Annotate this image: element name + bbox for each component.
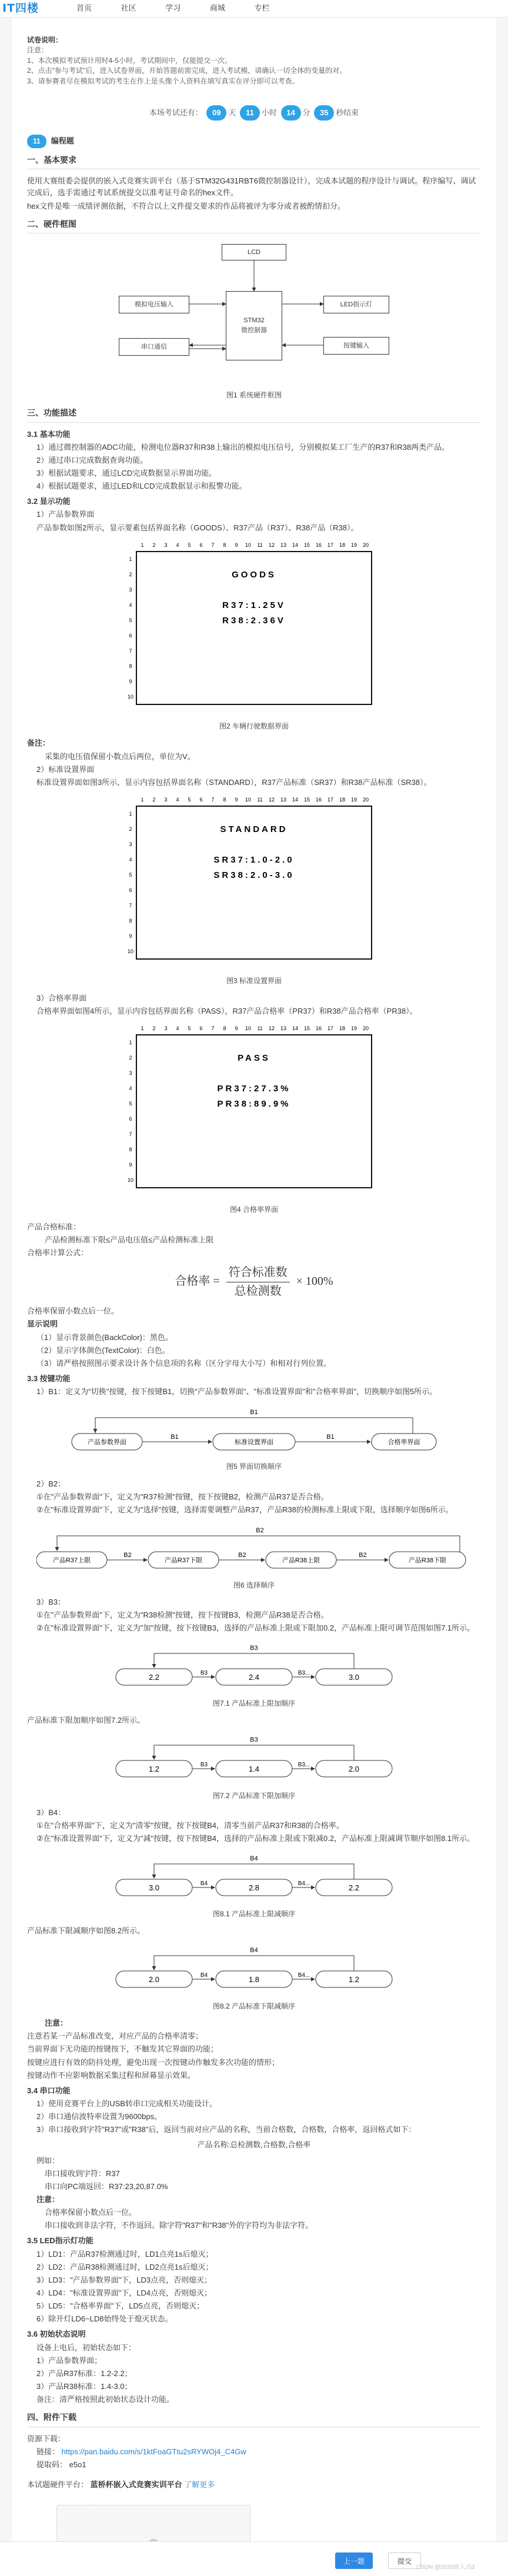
list-item: （2）显示字体颜色(TextColor)：白色。 <box>36 1345 170 1355</box>
row-number: 2 <box>129 826 132 833</box>
row-number: 10 <box>127 1177 134 1184</box>
example-line: 串口向PC端返回：R37:23,20,87.0% <box>45 2181 168 2191</box>
column-number: 18 <box>339 797 346 803</box>
note-title: 注意： <box>36 2194 60 2204</box>
exam-notes <box>27 35 481 86</box>
countdown-timer <box>27 105 481 121</box>
column-number: 10 <box>245 542 252 548</box>
column-number: 1 <box>141 1025 144 1032</box>
row-number: 6 <box>129 632 132 639</box>
formula-rhs: × 100% <box>296 1275 333 1288</box>
row-number: 1 <box>129 556 132 562</box>
loop-arrow <box>154 1745 354 1760</box>
column-number: 9 <box>235 542 238 548</box>
sequence-diagram <box>101 1849 407 1902</box>
column-number: 14 <box>292 1025 299 1032</box>
remark-title: 备注： <box>27 739 51 748</box>
lcd-figure-pass <box>27 1021 481 1201</box>
screen-node-label: 标准设置界面 <box>235 1439 273 1446</box>
column-number: 11 <box>257 797 263 803</box>
column-number: 19 <box>350 542 357 548</box>
row-number: 8 <box>129 918 132 924</box>
footer-bar <box>0 2541 508 2576</box>
list-item: 3）根据试题要求，通过LCD完成数据显示界面功能。 <box>36 469 217 478</box>
column-number: 20 <box>362 1025 369 1032</box>
exam-page <box>12 18 496 2558</box>
question-number-badge: 11 <box>27 135 46 148</box>
column-number: 15 <box>303 542 310 548</box>
paragraph: 合格率计算公式： <box>27 1248 89 1258</box>
code-label: 提取码： <box>36 2460 68 2470</box>
list-item: 2）产品R37标准：1.2-2.2； <box>36 2368 132 2378</box>
list-item: 2）串口通信波特率设置为9600bps。 <box>36 2112 162 2121</box>
note: 注意若某一产品标准改变，对应产品的合格率清零； <box>27 2032 203 2041</box>
key-label: B3... <box>298 1669 310 1676</box>
divider <box>27 422 481 423</box>
key-label: B1 <box>171 1434 179 1441</box>
watermark: CSDN @2020嵌入式d <box>416 2564 475 2571</box>
timer-unit: 分 <box>302 108 310 117</box>
lcd-text: SR37:1.0-2.0 <box>213 855 295 866</box>
list-item: （3）请严格按照图示要求设计各个信息项的名称（区分字母大小写）和相对行列位置。 <box>36 1358 332 1368</box>
timer-unit: 天 <box>228 108 236 117</box>
submit-button[interactable]: 提交 <box>388 2552 421 2569</box>
nav-learn[interactable]: 学习 <box>165 4 181 13</box>
key-label: B4 <box>200 1880 208 1887</box>
column-number: 19 <box>350 1025 357 1032</box>
note: 串口接收到非法字符，不作返回。除字符"R37"和"R38"外的字符均为非法字符。 <box>45 2221 313 2230</box>
lcd-text: PR37:27.3% <box>217 1084 291 1094</box>
paragraph: 2）B2： <box>36 1479 66 1488</box>
link-label: 链接： <box>36 2447 60 2457</box>
list-item: 1）使用竞赛平台上的USB转串口完成相关功能设计。 <box>36 2099 217 2108</box>
list-item: 3）产品R38标准：1.4-3.0； <box>36 2381 132 2391</box>
question-content <box>27 154 481 2576</box>
column-number: 2 <box>152 797 156 803</box>
note-title: 注意： <box>45 2019 68 2028</box>
value-label: 2.4 <box>248 1672 260 1682</box>
timer-minutes: 14 <box>281 105 301 121</box>
column-number: 8 <box>223 797 226 803</box>
lcd-text: R38:2.36V <box>222 615 286 626</box>
figure-switch-order <box>27 1401 481 1458</box>
note: 按键应进行有效的防抖处理，避免出现一次按键动作触发多次功能的情形； <box>27 2057 280 2067</box>
list-item: 1）LD1：产品R37检测通过时，LD1点亮1s后熄灭； <box>36 2249 213 2258</box>
previous-question-button[interactable]: 上一题 <box>335 2552 373 2569</box>
row-number: 7 <box>129 903 132 909</box>
column-number: 18 <box>339 1025 346 1032</box>
list-item: 3）LD3："产品参数界面"下，LD3点亮，否则熄灭； <box>36 2275 212 2284</box>
example-line: 串口接收到字符：R37 <box>45 2169 120 2178</box>
row-number: 3 <box>129 586 132 593</box>
column-number: 17 <box>327 797 334 803</box>
paragraph: hex文件是唯一成绩评测依据，不符合以上文件提交要求的作品将被评为零分或者被酌情扣分。 <box>27 201 345 211</box>
paragraph: 产品检测标准下限≤产品电压值≤产品检测标准上限 <box>45 1235 214 1244</box>
figure-caption: 图1 系统硬件框图 <box>226 391 282 400</box>
paragraph: 使用大赛组委会提供的嵌入式竞赛实训平台（基于STM32G431RBT6微控制器设计），完成本试题的程序设计与调试。程序编写、调试完成后，选手需通过考试系统提交以准考证号命名的hex文件。 <box>27 176 476 198</box>
row-number: 2 <box>129 1055 132 1061</box>
figure-caption: 图8.2 产品标准下限减顺序 <box>212 2002 296 2010</box>
resource-title: 资源下载： <box>27 2434 66 2443</box>
column-number: 3 <box>164 542 168 548</box>
column-number: 13 <box>280 542 287 548</box>
paragraph: 3）B3： <box>36 1598 66 1607</box>
lcd-grid <box>119 792 389 968</box>
figure-caption: 图5 界面切换顺序 <box>226 1462 282 1471</box>
key-label: B3 <box>200 1762 208 1769</box>
lcd-text: PR38:89.9% <box>217 1099 291 1110</box>
value-label: 2.2 <box>148 1672 160 1682</box>
paragraph: 3）B4： <box>36 1808 66 1817</box>
paragraph: 备注：清严格按照此初始状态设计功能。 <box>36 2395 175 2404</box>
column-number: 20 <box>362 542 369 548</box>
value-label: 2.0 <box>348 1765 360 1774</box>
paragraph: 产品参数如图2所示，显示要素包括界面名称（GOODS）、R37产品（R37）、R38产品（R38）。 <box>36 523 359 532</box>
column-number: 3 <box>164 797 168 803</box>
column-number: 12 <box>268 542 275 548</box>
lcd-figure-standard <box>27 792 481 972</box>
select-node-label: 产品R38下限 <box>408 1557 447 1565</box>
row-number: 8 <box>129 1147 132 1153</box>
row-number: 1 <box>129 811 132 817</box>
column-number: 4 <box>176 797 179 803</box>
list-item: 5）LD5："合格率界面"下，LD5点亮，否则熄灭； <box>36 2301 205 2311</box>
column-number: 4 <box>176 542 179 548</box>
lcd-grid <box>119 1021 389 1197</box>
figure-caption: 图3 标准设置界面 <box>226 977 282 985</box>
subsection-title: 3.4 串口功能 <box>27 2086 71 2095</box>
key-label: B3 <box>250 1736 258 1744</box>
value-label: 2.0 <box>148 1975 160 1984</box>
column-number: 5 <box>188 797 191 803</box>
key-label: B4... <box>298 1972 310 1979</box>
example-title: 例如： <box>36 2156 60 2165</box>
column-number: 15 <box>303 797 310 803</box>
row-number: 5 <box>129 1101 132 1107</box>
top-nav-bar <box>0 0 508 18</box>
paragraph: 标准设置界面如图3所示，显示内容包括界面名称（STANDARD），R37产品标准（SR37）和R38产品标准（SR38）。 <box>36 777 432 787</box>
note: 按键动作不应影响数据采集过程和屏幕显示效果。 <box>27 2070 196 2080</box>
notes-item: 2、点击"参与考试"后，进入试卷界面，开始答题前需完成，进入考试模，请确认一切全体的变量的对。 <box>27 66 347 75</box>
screen-node-label: 合格率界面 <box>387 1439 420 1446</box>
sequence-diagram <box>101 1940 407 1993</box>
loop-arrow <box>154 1653 354 1669</box>
column-number: 9 <box>235 1025 238 1032</box>
column-number: 16 <box>315 542 322 548</box>
figure-caption: 图4 合格率界面 <box>229 1205 278 1214</box>
row-number: 5 <box>129 617 132 623</box>
loop-arrow <box>154 1956 354 1971</box>
row-number: 6 <box>129 1116 132 1122</box>
list-item: 3）合格率界面 <box>36 993 87 1003</box>
uart-format: 产品名称:总检测数,合格数,合格率 <box>197 2140 311 2150</box>
value-label: 1.4 <box>248 1765 260 1774</box>
column-number: 15 <box>303 1025 310 1032</box>
value-label: 1.2 <box>148 1765 160 1774</box>
column-number: 16 <box>315 1025 322 1032</box>
row-number: 2 <box>129 571 132 577</box>
value-label: 3.0 <box>148 1883 160 1892</box>
column-number: 7 <box>211 1025 215 1032</box>
hardware-block-diagram <box>27 239 481 386</box>
row-number: 10 <box>127 948 134 955</box>
sequence-diagram <box>101 1730 407 1783</box>
key-label: B1 <box>326 1434 335 1441</box>
led-block: LED指示灯 <box>323 296 389 313</box>
column-number: 10 <box>245 1025 252 1032</box>
column-number: 8 <box>223 542 226 548</box>
subsection-title: 3.6 初始状态说明 <box>27 2330 86 2339</box>
column-number: 2 <box>152 1025 156 1032</box>
download-link[interactable]: https://pan.baidu.com/s/1ktFoaGTtu2sRYWOj4_C4Gw <box>61 2447 246 2457</box>
key-label: B2 <box>238 1552 246 1559</box>
section-title: 二、硬件框图 <box>27 219 76 229</box>
column-number: 14 <box>292 542 299 548</box>
row-number: 9 <box>129 933 132 940</box>
column-number: 13 <box>280 1025 287 1032</box>
note: 当前界面下无功能的按键按下，不触发其它界面的功能； <box>27 2044 219 2054</box>
platform-line <box>27 2479 481 2491</box>
column-number: 17 <box>327 1025 334 1032</box>
remark: 采集的电压值保留小数点后两位，单位为V。 <box>45 751 195 761</box>
key-label: B2 <box>256 1527 264 1535</box>
formula-fraction <box>226 1264 290 1301</box>
list-item: 2）标准设置界面 <box>36 764 95 774</box>
section-title: 一、基本要求 <box>27 155 76 165</box>
list-item: 2）通过串口完成数据查询功能。 <box>36 455 148 465</box>
row-number: 7 <box>129 647 132 654</box>
timer-days: 09 <box>206 105 226 121</box>
row-number: 4 <box>129 602 132 608</box>
paragraph: ②在"标准设置界面"下，定义为"加"按键，按下按键B3，选择的产品标准上限或下限加0.2，产品标准上限可调节范围如图7.1所示。 <box>36 1623 475 1633</box>
row-number: 3 <box>129 841 132 848</box>
mcu-label: STM32 <box>243 317 265 325</box>
value-label: 1.8 <box>248 1975 260 1984</box>
nav-home[interactable]: 首页 <box>76 4 92 13</box>
figure-caption: 图2 车辆行驶数据界面 <box>219 721 289 730</box>
timer-prefix: 本场考试还有： <box>149 108 203 117</box>
paragraph: 设备上电后，初始状态如下： <box>36 2343 136 2352</box>
column-number: 11 <box>257 1025 263 1032</box>
sequence-diagram <box>101 1638 407 1691</box>
lcd-grid <box>119 537 389 714</box>
row-number: 9 <box>129 678 132 684</box>
list-item: 6）除开灯LD6~LD8始终处于熄灭状态。 <box>36 2314 173 2324</box>
question-header <box>27 135 481 148</box>
paragraph: 产品标准下限减顺序如图8.2所示。 <box>27 1926 145 1936</box>
key-label: B4 <box>250 1947 258 1954</box>
section-title: 三、功能描述 <box>27 407 76 417</box>
row-number: 4 <box>129 857 132 863</box>
pass-rate-formula <box>27 1264 481 1301</box>
paragraph: ②在"标准设置界面"下，定义为"减"按键，按下按键B4，选择的产品标准上限或下限减0.2，产品标准上限减调节顺序如图8.1所示。 <box>36 1834 475 1843</box>
subsection-title: 3.2 显示功能 <box>27 497 71 506</box>
paragraph: 显示说明 <box>27 1319 58 1329</box>
paragraph: 1）B1：定义为"切换"按键，按下按键B1，切换"产品参数界面"、"标准设置界面"和"合格率界面"，切换顺序如图5所示。 <box>36 1387 437 1396</box>
column-number: 10 <box>245 797 252 803</box>
column-number: 12 <box>268 1025 275 1032</box>
nav-mall[interactable]: 商城 <box>209 4 225 13</box>
formula-denominator: 总检测数 <box>234 1285 282 1298</box>
figure-caption: 图8.1 产品标准上限减顺序 <box>212 1909 296 1918</box>
key-label: B1 <box>250 1409 258 1416</box>
timer-unit: 小时 <box>261 108 277 117</box>
column-number: 4 <box>176 1025 179 1032</box>
column-number: 6 <box>199 797 203 803</box>
column-number: 11 <box>257 542 263 548</box>
list-item: 4）根据试题要求，通过LED和LCD完成数据显示和报警功能。 <box>36 482 247 491</box>
paragraph: ①在"产品参数界面"下，定义为"R38检测"按键，按下按键B3，检测产品R38是否合格。 <box>36 1611 329 1620</box>
platform-prompt: 本试题硬件平台： <box>27 2480 89 2490</box>
column-number: 12 <box>268 797 275 803</box>
column-number: 18 <box>339 542 346 548</box>
lcd-text: SR38:2.0-3.0 <box>213 870 295 881</box>
lcd-text: PASS <box>238 1053 270 1064</box>
timer-unit: 秒结束 <box>336 108 359 117</box>
figure-caption: 图7.2 产品标准下限加顺序 <box>212 1791 296 1800</box>
key-label: B2 <box>123 1552 132 1559</box>
learn-more-link[interactable]: 了解更多 <box>184 2480 215 2490</box>
column-number: 1 <box>141 542 144 548</box>
block-diagram-canvas <box>101 239 407 386</box>
figure-caption: 图7.1 产品标准上限加顺序 <box>212 1699 296 1708</box>
lcd-text: R37:1.25V <box>222 600 286 610</box>
select-node-label: 产品R38上限 <box>282 1557 320 1565</box>
extract-code: e5o1 <box>69 2460 86 2470</box>
column-number: 8 <box>223 1025 226 1032</box>
lcd-block: LCD <box>222 244 286 260</box>
key-label: B4 <box>250 1855 258 1862</box>
paragraph: ②在"标准设置界面"下，定义为"选择"按键，选择需要调整产品R37，产品R38的检测标准上限或下限，选择顺序如图6所示。 <box>36 1505 454 1515</box>
select-order-diagram <box>36 1519 472 1572</box>
value-label: 3.0 <box>348 1672 360 1682</box>
screen-node-label: 产品参数界面 <box>88 1439 126 1446</box>
loop-arrow <box>154 1864 354 1879</box>
value-label: 2.8 <box>248 1883 260 1892</box>
column-number: 3 <box>164 1025 168 1032</box>
lcd-text: STANDARD <box>220 824 288 835</box>
figure-caption: 图6 选择顺序 <box>233 1581 275 1589</box>
key-label: B4 <box>200 1972 208 1979</box>
question-type: 编程题 <box>51 136 74 146</box>
select-node-label: 产品R37下限 <box>164 1557 203 1565</box>
column-number: 19 <box>350 797 357 803</box>
notes-item: 3、请参赛者尽在模拟考试的考生在作上是头像个人资料在填写真实在评分即可以考查。 <box>27 76 299 85</box>
list-item: 4）LD4："标准设置界面"下，LD4点亮，否则熄灭； <box>36 2288 212 2297</box>
column-number: 17 <box>327 542 334 548</box>
column-number: 7 <box>211 542 215 548</box>
list-item: （1）显示背景颜色(BackColor)：黑色。 <box>36 1332 173 1342</box>
column-number: 5 <box>188 542 191 548</box>
notes-title: 试卷说明： <box>27 36 63 44</box>
timer-seconds: 35 <box>314 105 334 121</box>
notes-label: 注意： <box>27 46 49 55</box>
nav-community[interactable]: 社区 <box>121 4 136 13</box>
list-item: 1）产品参数界面 <box>36 510 95 519</box>
lcd-text: GOODS <box>232 569 276 580</box>
row-number: 6 <box>129 887 132 894</box>
column-number: 9 <box>235 797 238 803</box>
platform-name: 蓝桥杯嵌入式竞赛实训平台 <box>90 2480 182 2490</box>
key-label: B4... <box>298 1880 310 1887</box>
list-item: 1）产品参数界面； <box>36 2356 102 2365</box>
column-number: 5 <box>188 1025 191 1032</box>
paragraph: 合格率保留小数点后一位。 <box>27 1307 119 1316</box>
row-number: 10 <box>127 693 134 700</box>
key-label: B2 <box>359 1552 367 1559</box>
note: 合格率保留小数点后一位。 <box>45 2208 137 2217</box>
column-number: 6 <box>199 542 203 548</box>
column-number: 7 <box>211 797 215 803</box>
paragraph: ①在"合格率界面"下，定义为"清零"按键，按下按键B4，清零当前产品R37和R38的合格率。 <box>36 1821 344 1830</box>
subsection-title: 3.5 LED指示灯功能 <box>27 2236 93 2246</box>
list-item: 2）LD2：产品R38检测通过时，LD2点亮1s后熄灭； <box>36 2262 213 2271</box>
notes-item: 1、本次模拟考试预计用时4-5小时，考试期间中，仅能提交一次。 <box>27 56 232 65</box>
site-logo[interactable]: IT四楼 <box>2 1 39 15</box>
row-number: 4 <box>129 1085 132 1092</box>
row-number: 9 <box>129 1162 132 1168</box>
list-item: 3）串口接收到字符"R37"或"R38"后，返回当前对应产品的名称，当前合格数，合格数，合格率，返回格式如下： <box>36 2125 416 2134</box>
column-number: 14 <box>292 797 299 803</box>
paragraph: 合格率界面如图4所示，显示内容包括界面名称（PASS），R37产品合格率（PR37）和R38产品合格率（PR38）。 <box>36 1006 417 1015</box>
column-number: 6 <box>199 1025 203 1032</box>
column-number: 16 <box>315 797 322 803</box>
row-number: 7 <box>129 1131 132 1138</box>
column-number: 2 <box>152 542 156 548</box>
list-item: 1）通过微控制器的ADC功能，检测电位器R37和R38上输出的模拟电压信号，分别模拟某工厂生产的R37和R38两类产品。 <box>36 442 450 452</box>
paragraph: 产品合格标准： <box>27 1222 81 1231</box>
row-number: 3 <box>129 1070 132 1077</box>
column-number: 1 <box>141 797 144 803</box>
timer-hours: 11 <box>240 105 260 121</box>
key-label: B3... <box>298 1762 310 1769</box>
key-label: B3 <box>200 1669 208 1676</box>
column-number: 20 <box>362 797 369 803</box>
row-number: 1 <box>129 1040 132 1046</box>
adc-block: 模拟电压输入 <box>119 296 189 313</box>
column-number: 13 <box>280 797 287 803</box>
subsection-title: 3.3 按键功能 <box>27 1374 71 1383</box>
row-number: 5 <box>129 872 132 878</box>
formula-lhs: 合格率 = <box>175 1275 220 1288</box>
key-block: 按键输入 <box>323 337 389 355</box>
subsection-title: 3.1 基本功能 <box>27 429 71 439</box>
switch-order-diagram <box>66 1401 442 1454</box>
key-label: B3 <box>250 1644 258 1652</box>
paragraph: ①在"产品参数界面"下，定义为"R37检测"按键，按下按键B2，检测产品R37是否合格。 <box>36 1492 329 1502</box>
formula-numerator: 符合标准数 <box>226 1264 290 1282</box>
row-number: 8 <box>129 663 132 669</box>
uart-block: 串口通信 <box>119 338 189 356</box>
paragraph: 产品标准下限加顺序如图7.2所示。 <box>27 1716 145 1725</box>
figure-select-order <box>27 1519 481 1576</box>
value-label: 2.2 <box>348 1883 360 1892</box>
nav-column[interactable]: 专栏 <box>254 4 270 13</box>
value-label: 1.2 <box>348 1975 360 1984</box>
section-title: 四、附件下载 <box>27 2413 76 2423</box>
select-node-label: 产品R37上限 <box>52 1557 91 1565</box>
main-nav <box>76 2 297 14</box>
lcd-figure-goods <box>27 537 481 717</box>
mcu-label: 微控制器 <box>241 327 267 335</box>
mcu-block <box>226 291 282 360</box>
